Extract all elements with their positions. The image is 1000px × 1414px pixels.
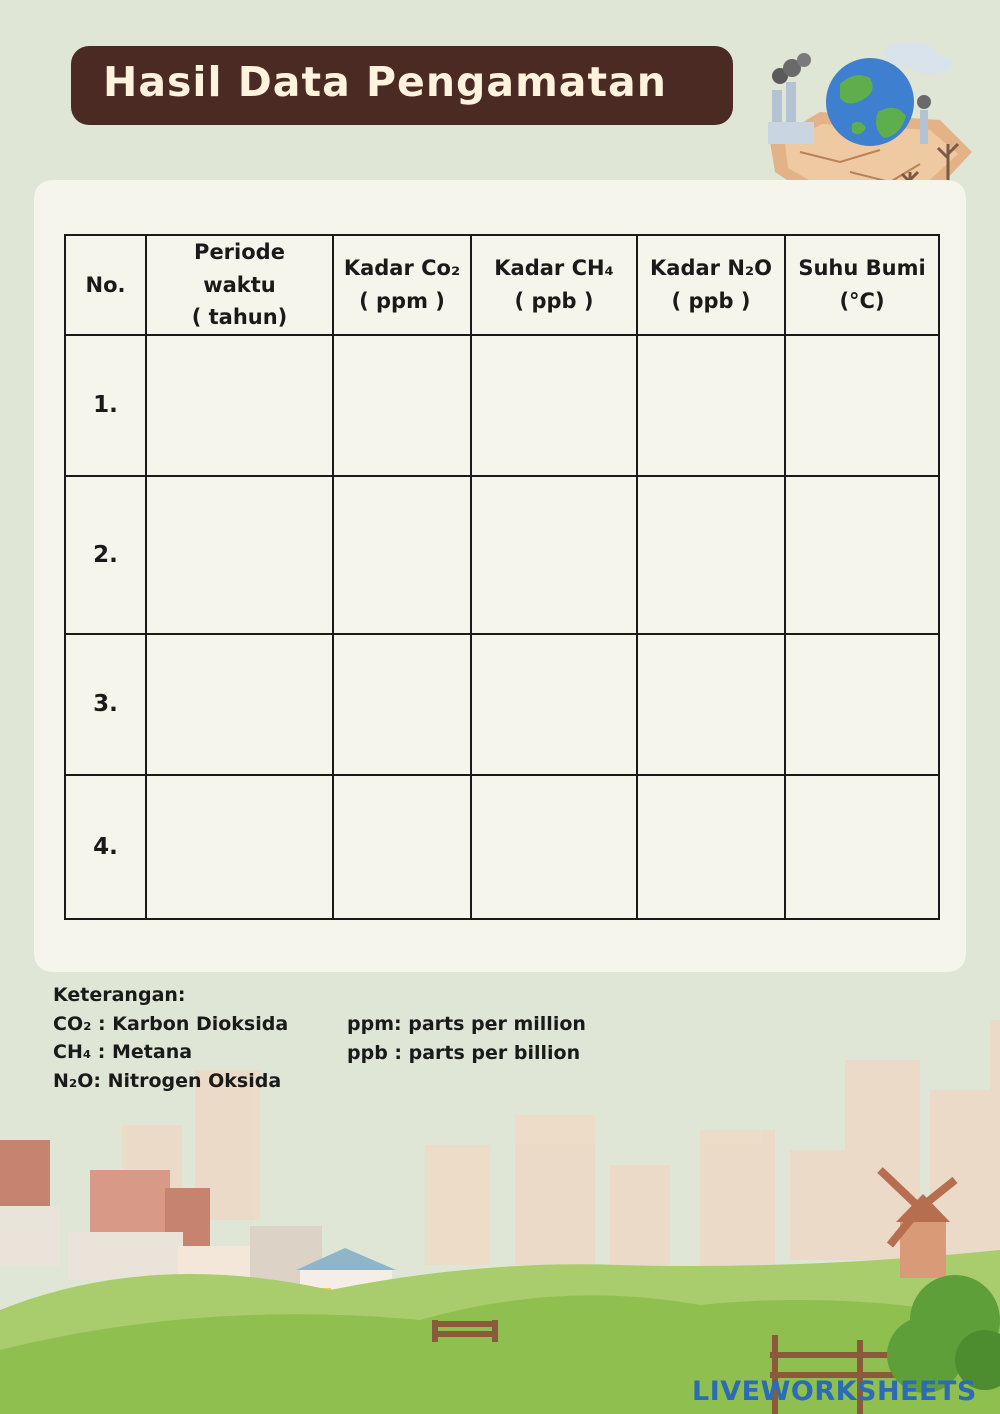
note-ppm: ppm: parts per million	[347, 1013, 586, 1035]
row-number: 1.	[65, 335, 146, 476]
header-n2o-line1: Kadar N₂O	[650, 256, 772, 281]
row-number: 3.	[65, 634, 146, 775]
header-ch4-line2: ( ppb )	[514, 288, 594, 313]
ch4-cell[interactable]	[471, 634, 637, 775]
table-row	[65, 634, 939, 775]
ch4-cell[interactable]	[471, 476, 637, 634]
header-ch4	[471, 235, 637, 335]
ch4-cell[interactable]	[471, 335, 637, 476]
brand-text: LIVEWORKSHEETS	[692, 1376, 977, 1407]
header-co2	[333, 235, 471, 335]
note-co2: CO₂ : Karbon Dioksida	[53, 1012, 289, 1035]
liveworksheets-logo	[692, 1376, 977, 1407]
unit-notes	[347, 1010, 586, 1067]
legend-notes	[53, 981, 288, 1095]
header-period-line3: ( tahun)	[191, 305, 288, 330]
notes-heading: Keterangan:	[53, 984, 186, 1006]
co2-cell[interactable]	[333, 476, 471, 634]
table-row	[65, 775, 939, 919]
period-cell[interactable]	[146, 476, 333, 634]
note-n2o: N₂O: Nitrogen Oksida	[53, 1069, 282, 1092]
header-no	[65, 235, 146, 335]
header-period-line2: waktu	[203, 272, 276, 297]
table-row	[65, 476, 939, 634]
temperature-cell[interactable]	[785, 335, 939, 476]
header-temperature-line1: Suhu Bumi	[798, 256, 926, 281]
co2-cell[interactable]	[333, 634, 471, 775]
n2o-cell[interactable]	[637, 775, 785, 919]
table-row	[65, 335, 939, 476]
note-ppb: ppb : parts per billion	[347, 1041, 581, 1064]
page-title: Hasil Data Pengamatan	[103, 58, 667, 106]
header-ch4-line1: Kadar CH₄	[494, 256, 614, 281]
row-number: 2.	[65, 476, 146, 634]
header-period	[146, 235, 333, 335]
period-cell[interactable]	[146, 775, 333, 919]
period-cell[interactable]	[146, 634, 333, 775]
header-temperature-line2: (°C)	[839, 288, 885, 313]
temperature-cell[interactable]	[785, 634, 939, 775]
temperature-cell[interactable]	[785, 775, 939, 919]
temperature-cell[interactable]	[785, 476, 939, 634]
observation-table	[64, 234, 940, 920]
n2o-cell[interactable]	[637, 476, 785, 634]
header-period-line1: Periode	[194, 240, 285, 264]
table-header-row	[65, 235, 939, 335]
co2-cell[interactable]	[333, 775, 471, 919]
n2o-cell[interactable]	[637, 634, 785, 775]
ch4-cell[interactable]	[471, 775, 637, 919]
header-n2o-line2: ( ppb )	[671, 288, 751, 313]
title-banner	[71, 46, 733, 125]
co2-cell[interactable]	[333, 335, 471, 476]
header-co2-line1: Kadar Co₂	[343, 256, 461, 281]
header-temperature	[785, 235, 939, 335]
header-no-label: No.	[85, 272, 126, 297]
header-co2-line2: ( ppm )	[359, 288, 445, 313]
header-n2o	[637, 235, 785, 335]
n2o-cell[interactable]	[637, 335, 785, 476]
note-ch4: CH₄ : Metana	[53, 1041, 193, 1063]
row-number: 4.	[65, 775, 146, 919]
period-cell[interactable]	[146, 335, 333, 476]
